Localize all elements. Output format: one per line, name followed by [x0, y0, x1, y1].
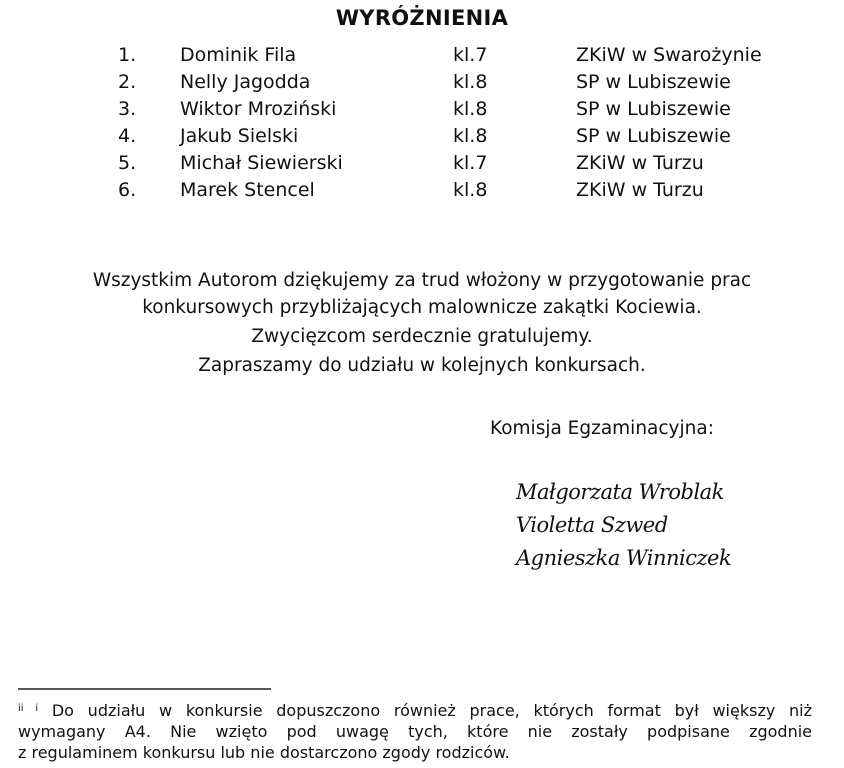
footnote-text: Do udziału w konkursie dopuszczono również prace, których format był większy niż	[51, 701, 813, 720]
award-school: SP w Lubiszewie	[576, 71, 731, 93]
award-class: kl.7	[453, 152, 488, 174]
award-name: Dominik Fila	[180, 44, 297, 66]
award-class: kl.7	[453, 44, 488, 66]
section-heading: WYRÓŻNIENIA	[335, 6, 509, 30]
signature: Małgorzata Wroblak	[516, 480, 724, 504]
award-name: Michał Siewierski	[180, 152, 343, 174]
award-number: 3.	[118, 98, 137, 120]
award-school: SP w Lubiszewie	[576, 125, 731, 147]
award-number: 6.	[118, 179, 137, 201]
thanks-line: Wszystkim Autorom dziękujemy za trud włożony w przygotowanie prac	[92, 270, 752, 291]
footnote-divider	[18, 688, 271, 690]
thanks-line: Zwycięzcom serdecznie gratulujemy.	[251, 326, 593, 347]
thanks-line: konkursowych przybliżających malownicze zakątki Kociewia.	[142, 297, 702, 318]
award-school: ZKiW w Turzu	[576, 179, 704, 201]
footnote	[18, 700, 812, 763]
commission-label: Komisja Egzaminacyjna:	[490, 418, 714, 439]
award-name: Wiktor Mroziński	[180, 98, 337, 120]
signature: Violetta Szwed	[516, 513, 668, 537]
award-class: kl.8	[453, 71, 488, 93]
award-number: 2.	[118, 71, 137, 93]
award-class: kl.8	[453, 179, 488, 201]
award-name: Marek Stencel	[180, 179, 315, 201]
footnote-markers: ii i	[18, 703, 39, 714]
footnote-line: z regulaminem konkursu lub nie dostarczono zgody rodziców.	[18, 743, 510, 762]
award-school: SP w Lubiszewie	[576, 98, 731, 120]
signature: Agnieszka Winniczek	[516, 546, 732, 570]
award-number: 5.	[118, 152, 137, 174]
award-class: kl.8	[453, 98, 488, 120]
footnote-line	[18, 700, 812, 721]
award-class: kl.8	[453, 125, 488, 147]
award-school: ZKiW w Turzu	[576, 152, 704, 174]
award-number: 4.	[118, 125, 137, 147]
thanks-line: Zapraszamy do udziału w kolejnych konkursach.	[198, 355, 646, 376]
award-name: Nelly Jagodda	[180, 71, 311, 93]
footnote-line: wymagany A4. Nie wzięto pod uwagę tych, które nie zostały podpisane zgodnie	[18, 722, 812, 741]
award-number: 1.	[118, 44, 137, 66]
award-school: ZKiW w Swarożynie	[576, 44, 762, 66]
award-name: Jakub Sielski	[180, 125, 299, 147]
